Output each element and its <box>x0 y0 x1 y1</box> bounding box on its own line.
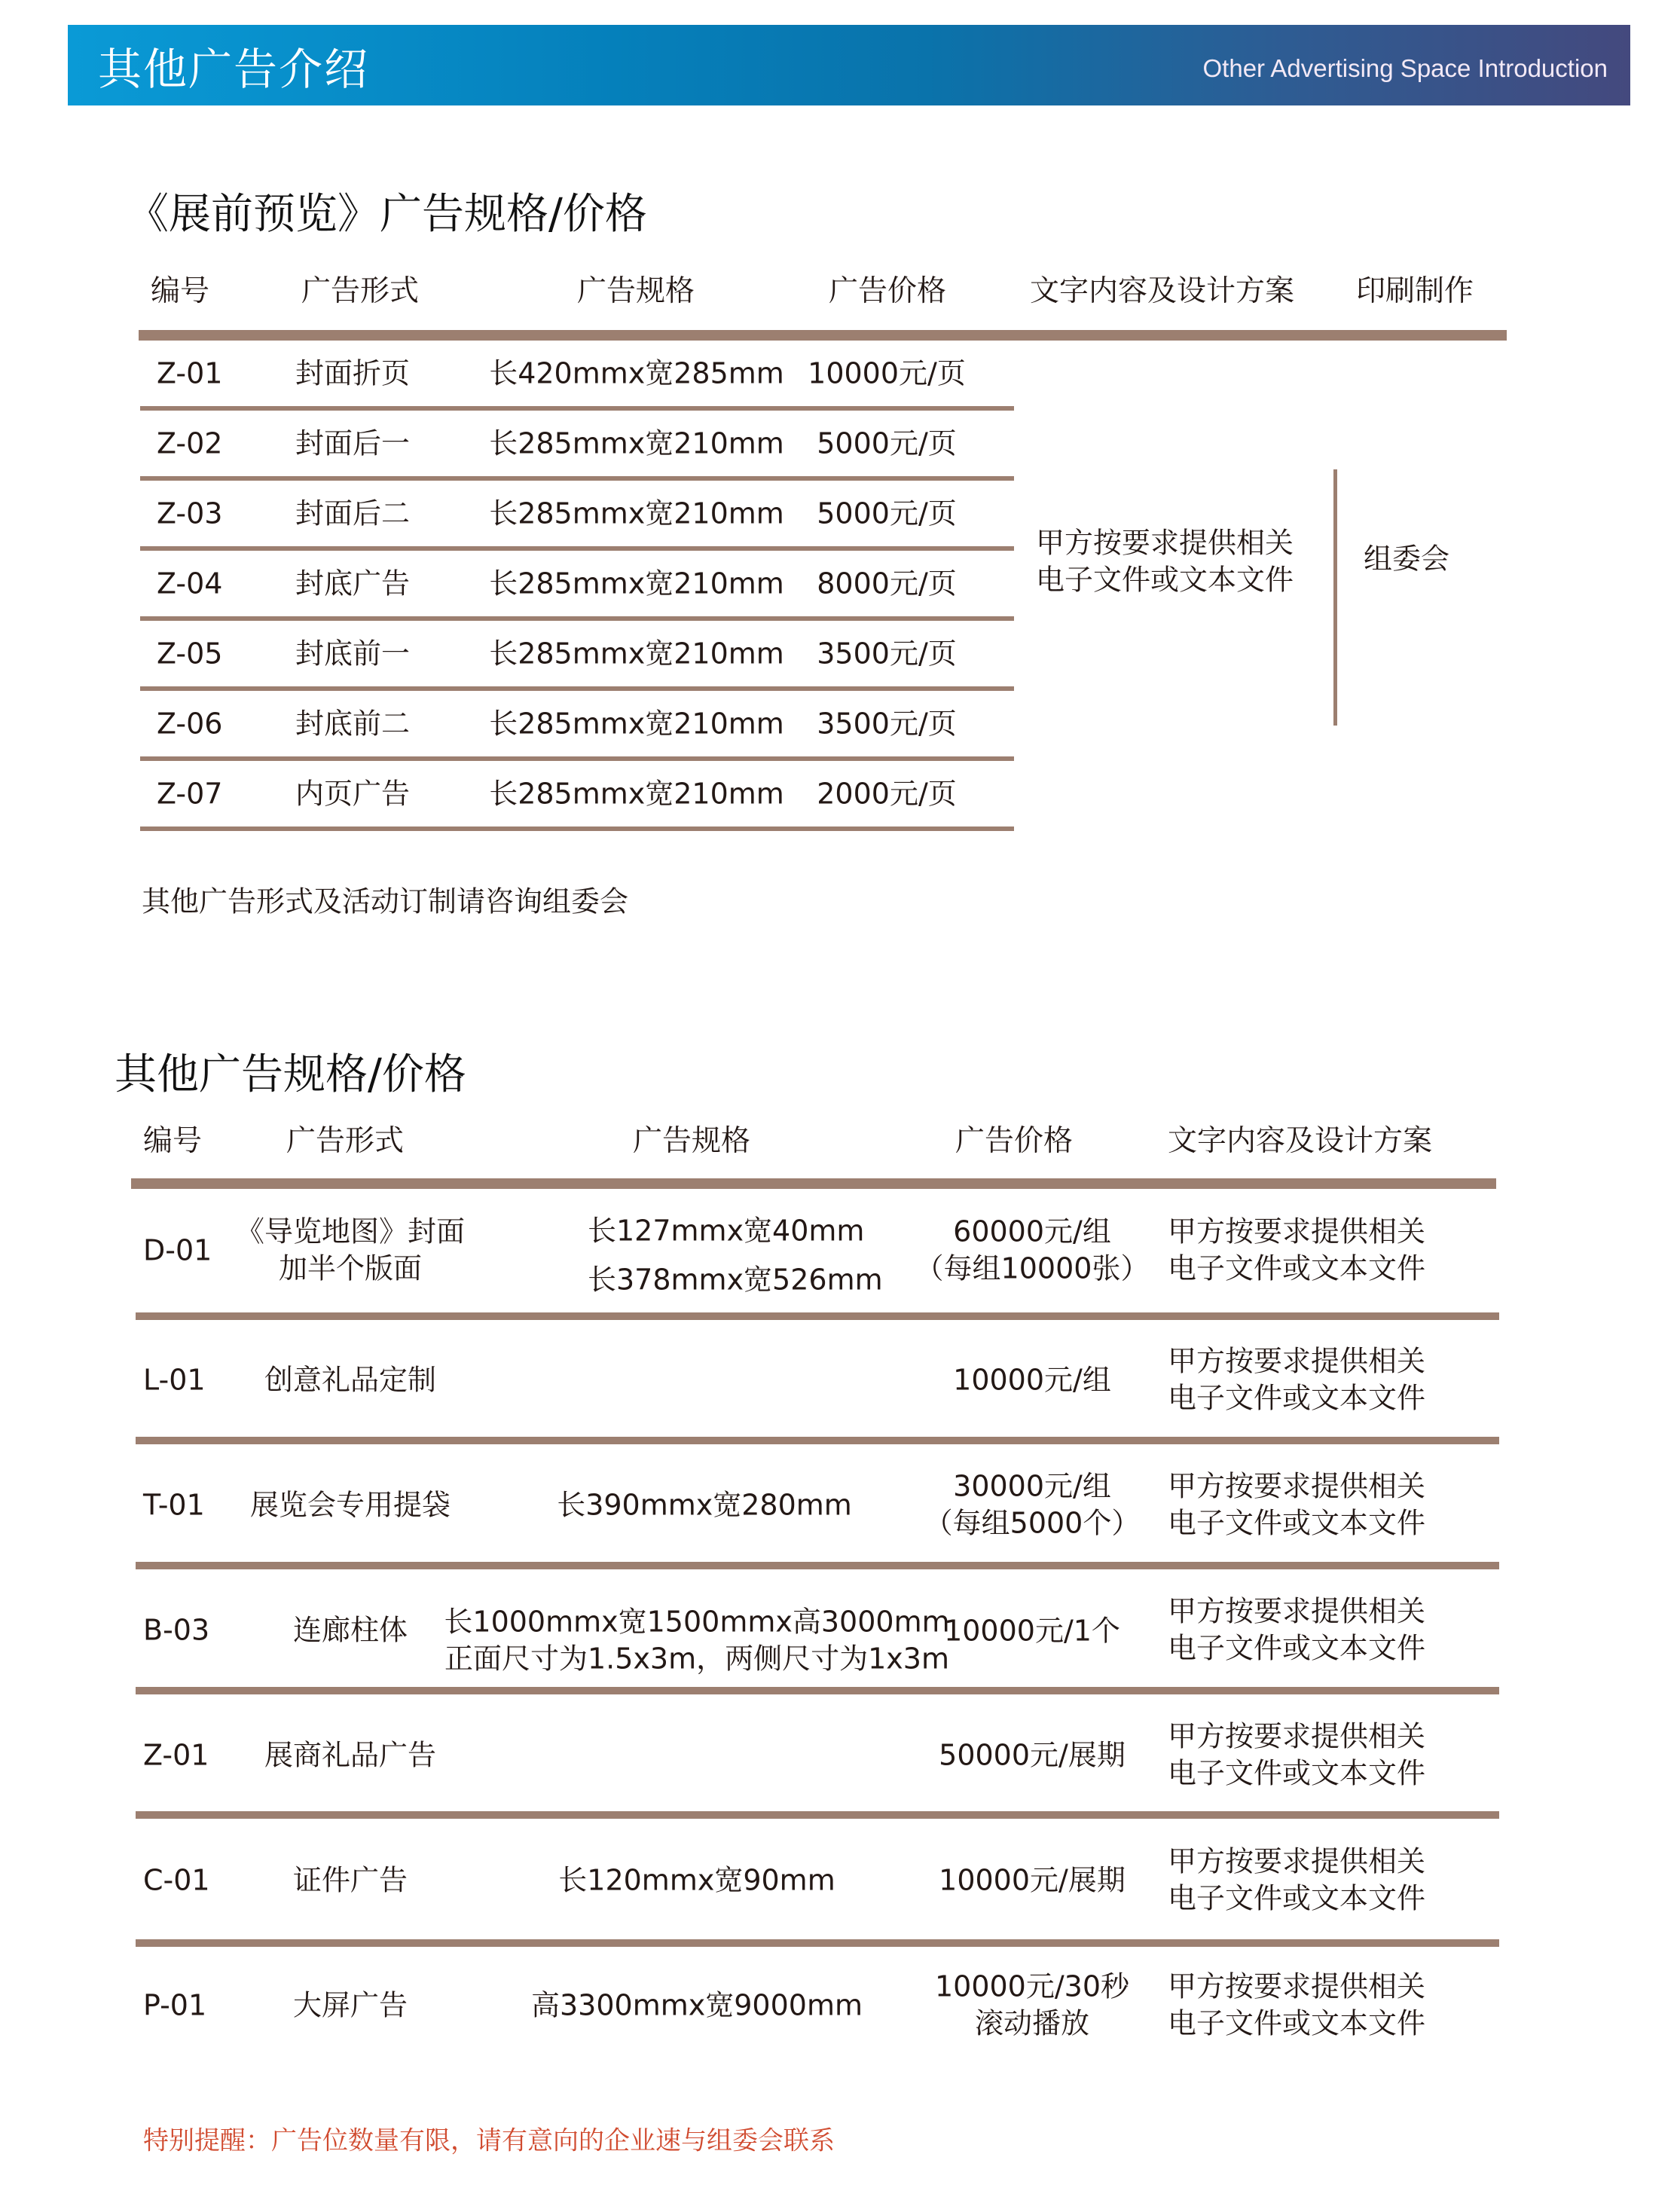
cell-form: 大屏广告 <box>292 1988 408 2022</box>
design-line-2: 电子文件或文本文件 <box>1168 1507 1426 1540</box>
cell-code: C-01 <box>143 1863 210 1897</box>
cell-code: Z-01 <box>143 1738 209 1772</box>
section2-title: 其他广告规格/价格 <box>115 1050 466 1099</box>
cell-code: L-01 <box>143 1363 206 1397</box>
cell-spec: 长285mmx宽210mm <box>489 707 784 741</box>
col-header-spec: 广告规格 <box>633 1124 751 1158</box>
design-line-1: 甲方按要求提供相关 <box>1168 1215 1426 1248</box>
col-header-design: 文字内容及设计方案 <box>1168 1124 1433 1158</box>
header-divider <box>139 330 1507 341</box>
cell-print-merged: 组委会 <box>1364 542 1450 576</box>
form-line-1: 《导览地图》封面 <box>235 1215 466 1248</box>
cell-code: Z-04 <box>157 567 223 600</box>
row-divider <box>136 1562 1499 1569</box>
design-line-2: 电子文件或文本文件 <box>1168 1882 1426 1915</box>
cell-design <box>1168 1844 1425 1918</box>
cell-spec: 长420mmx宽285mm <box>489 356 784 390</box>
spec-line-1: 长127mmx宽40mm <box>588 1214 865 1248</box>
row-divider <box>140 686 1014 691</box>
cell-price: 10000元/组 <box>953 1363 1111 1397</box>
col-header-form: 广告形式 <box>286 1124 405 1158</box>
cell-code: Z-06 <box>157 707 223 741</box>
row-divider <box>136 1811 1499 1819</box>
price-line-1: 10000元/30秒 <box>934 1969 1130 2003</box>
cell-price: 2000元/页 <box>817 777 957 811</box>
page-subtitle: Other Advertising Space Introduction <box>1202 53 1608 82</box>
cell-price: 50000元/展期 <box>939 1738 1126 1772</box>
cell-design <box>1168 1969 1425 2043</box>
design-line-1: 甲方按要求提供相关 <box>1168 1969 1426 2003</box>
cell-form: 封面后二 <box>295 497 411 530</box>
cell-code: P-01 <box>143 1988 207 2022</box>
col-header-spec: 广告规格 <box>577 274 695 308</box>
cell-form: 封底广告 <box>295 567 411 600</box>
cell-spec: 长285mmx宽210mm <box>489 777 784 811</box>
section1-note: 其他广告形式及活动订制请咨询组委会 <box>142 885 629 918</box>
spec-line-1: 长1000mmx宽1500mmx高3000mm <box>444 1605 950 1639</box>
cell-design <box>1168 1343 1425 1418</box>
design-line-2: 电子文件或文本文件 <box>1168 1252 1426 1285</box>
form-line-2: 加半个版面 <box>278 1252 423 1285</box>
cell-form: 封面折页 <box>295 356 411 390</box>
cell-price: 5000元/页 <box>817 497 957 530</box>
design-line-1: 甲方按要求提供相关 <box>1036 526 1294 560</box>
cell-price <box>924 1468 1141 1543</box>
cell-form: 封面后一 <box>295 426 411 460</box>
cell-design-merged <box>1036 525 1294 600</box>
col-header-print: 印刷制作 <box>1356 274 1474 308</box>
cell-spec: 高3300mmx宽9000mm <box>531 1988 863 2022</box>
cell-spec: 长285mmx宽210mm <box>489 567 784 600</box>
cell-spec: 长285mmx宽210mm <box>489 497 784 530</box>
cell-design <box>1168 1719 1425 1793</box>
cell-code: T-01 <box>143 1488 205 1522</box>
price-line-2: 滚动播放 <box>974 2007 1090 2040</box>
row-divider <box>136 1312 1499 1320</box>
row-divider <box>140 546 1014 551</box>
header-divider <box>131 1178 1496 1189</box>
cell-form: 展商礼品广告 <box>264 1738 437 1772</box>
design-line-2: 电子文件或文本文件 <box>1168 1757 1426 1790</box>
cell-code: B-03 <box>143 1613 210 1647</box>
cell-form: 证件广告 <box>292 1863 408 1897</box>
cell-spec: 长285mmx宽210mm <box>489 426 784 460</box>
design-line-1: 甲方按要求提供相关 <box>1168 1719 1426 1753</box>
cell-spec: 长120mmx宽90mm <box>558 1863 835 1897</box>
cell-code: Z-01 <box>157 356 223 390</box>
cell-price: 8000元/页 <box>817 567 957 600</box>
row-divider <box>136 1939 1499 1947</box>
cell-form: 封底前二 <box>295 707 411 741</box>
cell-price: 10000元/展期 <box>939 1863 1126 1897</box>
col-header-code: 编号 <box>143 1124 203 1158</box>
spec-line-2: 正面尺寸为1.5x3m，两侧尺寸为1x3m <box>444 1642 949 1676</box>
row-divider <box>136 1687 1499 1694</box>
design-line-2: 电子文件或文本文件 <box>1036 564 1294 597</box>
row-divider <box>136 1437 1499 1444</box>
cell-spec <box>444 1604 949 1679</box>
column-divider <box>1333 469 1337 726</box>
section1-title: 《展前预览》广告规格/价格 <box>127 190 647 239</box>
cell-price: 3500元/页 <box>817 637 957 671</box>
cell-code: Z-07 <box>157 777 223 811</box>
col-header-price: 广告价格 <box>829 274 947 308</box>
cell-code: D-01 <box>143 1233 212 1267</box>
cell-form: 创意礼品定制 <box>264 1363 437 1397</box>
cell-spec: 长285mmx宽210mm <box>489 637 784 671</box>
design-line-1: 甲方按要求提供相关 <box>1168 1844 1426 1878</box>
row-divider <box>140 756 1014 761</box>
cell-price: 5000元/页 <box>817 426 957 460</box>
price-line-2: （每组5000个） <box>924 1507 1141 1540</box>
design-line-1: 甲方按要求提供相关 <box>1168 1469 1426 1503</box>
cell-design <box>1168 1593 1425 1668</box>
design-line-2: 电子文件或文本文件 <box>1168 1382 1426 1415</box>
col-header-design: 文字内容及设计方案 <box>1030 274 1295 308</box>
cell-price <box>915 1214 1150 1288</box>
row-divider <box>140 476 1014 481</box>
price-line-1: 30000元/组 <box>953 1469 1111 1503</box>
cell-design <box>1168 1468 1425 1543</box>
cell-spec: 长390mmx宽280mm <box>557 1488 852 1522</box>
page-title: 其他广告介绍 <box>98 43 370 95</box>
col-header-form: 广告形式 <box>301 274 420 308</box>
cell-form: 内页广告 <box>295 777 411 811</box>
cell-form: 连廊柱体 <box>292 1613 408 1647</box>
footer-warning: 特别提醒：广告位数量有限，请有意向的企业速与组委会联系 <box>143 2125 835 2156</box>
cell-form <box>236 1214 465 1288</box>
cell-price <box>935 1969 1129 2043</box>
design-line-1: 甲方按要求提供相关 <box>1168 1594 1426 1628</box>
col-header-price: 广告价格 <box>955 1124 1074 1158</box>
row-divider <box>140 826 1014 831</box>
cell-form: 封底前一 <box>295 637 411 671</box>
cell-spec <box>588 1206 883 1303</box>
cell-price: 3500元/页 <box>817 707 957 741</box>
cell-price: 10000元/1个 <box>944 1614 1120 1648</box>
header-banner <box>68 25 1630 105</box>
row-divider <box>140 616 1014 621</box>
col-header-code: 编号 <box>151 274 210 308</box>
cell-code: Z-05 <box>157 637 223 671</box>
price-line-2: （每组10000张） <box>915 1252 1150 1285</box>
cell-form: 展览会专用提袋 <box>249 1488 451 1522</box>
design-line-2: 电子文件或文本文件 <box>1168 1632 1426 1665</box>
cell-design <box>1168 1214 1425 1288</box>
row-divider <box>140 406 1014 411</box>
cell-code: Z-02 <box>157 426 223 460</box>
spec-line-2: 长378mmx宽526mm <box>588 1263 883 1296</box>
cell-price: 10000元/页 <box>808 356 966 390</box>
price-line-1: 60000元/组 <box>953 1215 1111 1248</box>
design-line-1: 甲方按要求提供相关 <box>1168 1344 1426 1378</box>
design-line-2: 电子文件或文本文件 <box>1168 2007 1426 2040</box>
cell-code: Z-03 <box>157 497 223 530</box>
